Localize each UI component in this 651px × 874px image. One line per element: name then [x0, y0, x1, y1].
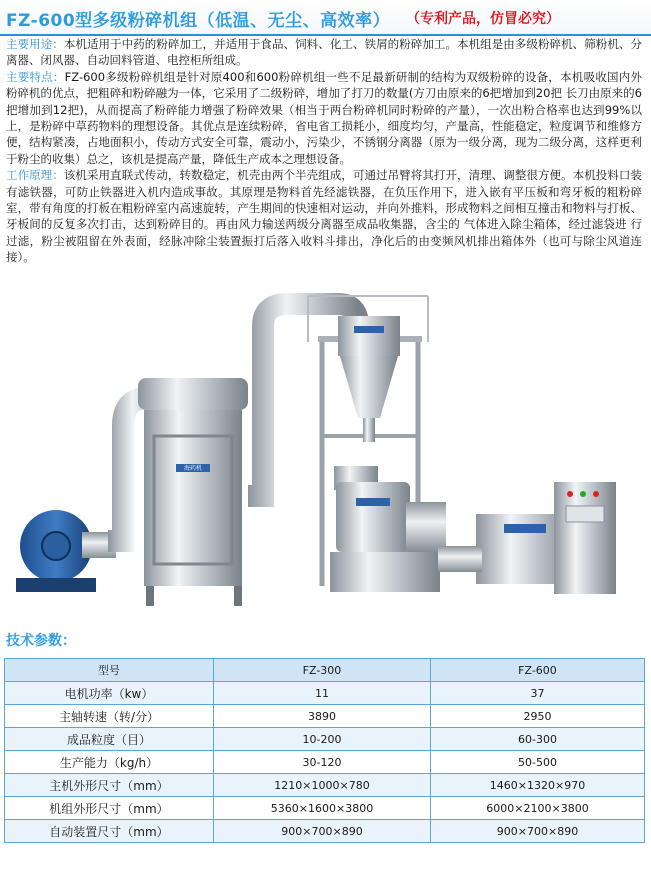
features-text: FZ-600多级粉碎机组是针对原400和600粉碎机组一些不足最新研制的结构为双级粉碎的设备，本机吸收国内外粉碎机的优点，把粗碎和粉碎融为一体，它采用了二级粉碎，增加了打刀的数量(方刀由原来的6把增加到20把 长刀由原来的6把增加到12把)，从而提高了粉碎能力增强了粉碎效果（相当于两台粉碎机同时粉碎的产量），一次出粉合格率也达到99%以上，是粉碎中草药物料的理想设备。其优点是连续粉碎，省电省工损耗小，细度均匀，产量高，性能稳定，粒度调节和维修方便，结构紧凑，占地面积小，传动方式安全可靠，震动小，污染少，不锈钢分离器（原为一级分离，现为二级分离，这样更利于粉尘的收集）总之，该机是提高产量，降低生产成本之理想设备。 [6, 69, 643, 166]
principle-text: 该机采用直联式传动，转数稳定，机壳由两个半壳组成，可通过吊臂将其打开，清理、调整很方便。本机投料口装有滤铁器，可防止铁器进入机内造成事故。其原理是物料首先经滤铁器，在负压作用下，进入嵌有平压板和弯牙板的粗粉碎室，带有角度的打板在粗粉碎室内高速旋转，产生期间的快速相对运动，并向外推料，形成物料之间相互撞击和物料与打板、牙板间的反复多次打击，达到粉碎目的。再由风力输送两级分离器至成品收集器，含尘的 气体进入除尘箱体，经过滤袋进 行过滤，粉尘被阻留在外表面，经脉冲除尘装置振打后落入收料斗排出，净化后的由变频风机排出箱体外（也可与除尘风道连接）。 [6, 168, 642, 265]
header-cell: 型号 [5, 659, 214, 682]
spec-table [4, 658, 645, 843]
cell-value: 50-500 [431, 751, 645, 774]
cell-value: 11 [214, 682, 431, 705]
dust-collector-cabinet [138, 378, 248, 606]
cell-value: 30-120 [214, 751, 431, 774]
cyclone-separator [338, 316, 400, 442]
page-title: FZ-600型多级粉碎机组（低温、无尘、高效率） [6, 11, 391, 31]
brand-label-cabinet: 海药机 [183, 465, 203, 472]
cell-value: 10-200 [214, 728, 431, 751]
table-row [5, 728, 645, 751]
cell-value: 5360×1600×3800 [214, 797, 431, 820]
cell-value: 900×700×890 [214, 820, 431, 843]
table-row [5, 820, 645, 843]
row-label: 成品粒度（目） [5, 728, 214, 751]
row-label: 主机外形尺寸（mm） [5, 774, 214, 797]
row-label: 机组外形尺寸（mm） [5, 797, 214, 820]
principle-label: 工作原理： [6, 168, 64, 183]
table-row [5, 797, 645, 820]
cell-value: 1210×1000×780 [214, 774, 431, 797]
cell-value: 3890 [214, 705, 431, 728]
cell-value: 60-300 [431, 728, 645, 751]
usage-label: 主要用途： [6, 37, 64, 51]
table-row [5, 705, 645, 728]
main-grinder [330, 466, 446, 592]
header-cell: FZ-600 [431, 659, 645, 682]
principle-paragraph [6, 167, 642, 265]
row-label: 生产能力（kg/h） [5, 751, 214, 774]
features-paragraph [6, 69, 642, 167]
machine-photo [8, 286, 640, 616]
table-row [5, 774, 645, 797]
cell-value: 1460×1320×970 [431, 774, 645, 797]
row-label: 电机功率（kw） [5, 682, 214, 705]
usage-paragraph [6, 36, 642, 69]
cell-value: 6000×2100×3800 [431, 797, 645, 820]
cell-value: 900×700×890 [431, 820, 645, 843]
blower-fan [16, 510, 116, 592]
row-label: 主轴转速（转/分） [5, 705, 214, 728]
tech-section-title: 技术参数： [6, 633, 76, 649]
features-label: 主要特点： [6, 69, 65, 84]
intro-section [6, 36, 642, 266]
title-bar [0, 0, 651, 36]
control-cabinet [554, 482, 616, 594]
table-row [5, 751, 645, 774]
usage-text: 本机适用于中药的粉碎加工，并适用于食品、饲料、化工、铁屑的粉碎加工。本机组是由多级粉碎机、筛粉机、分离器、闭风器、自动回料管道、电控柜所组成。 [6, 37, 642, 68]
cell-value: 37 [431, 682, 645, 705]
table-row [5, 682, 645, 705]
cell-value: 2950 [431, 705, 645, 728]
row-label: 自动装置尺寸（mm） [5, 820, 214, 843]
patent-notice: （专利产品，仿冒必究） [406, 11, 560, 27]
header-cell: FZ-300 [214, 659, 431, 682]
spec-header-row [5, 659, 645, 682]
